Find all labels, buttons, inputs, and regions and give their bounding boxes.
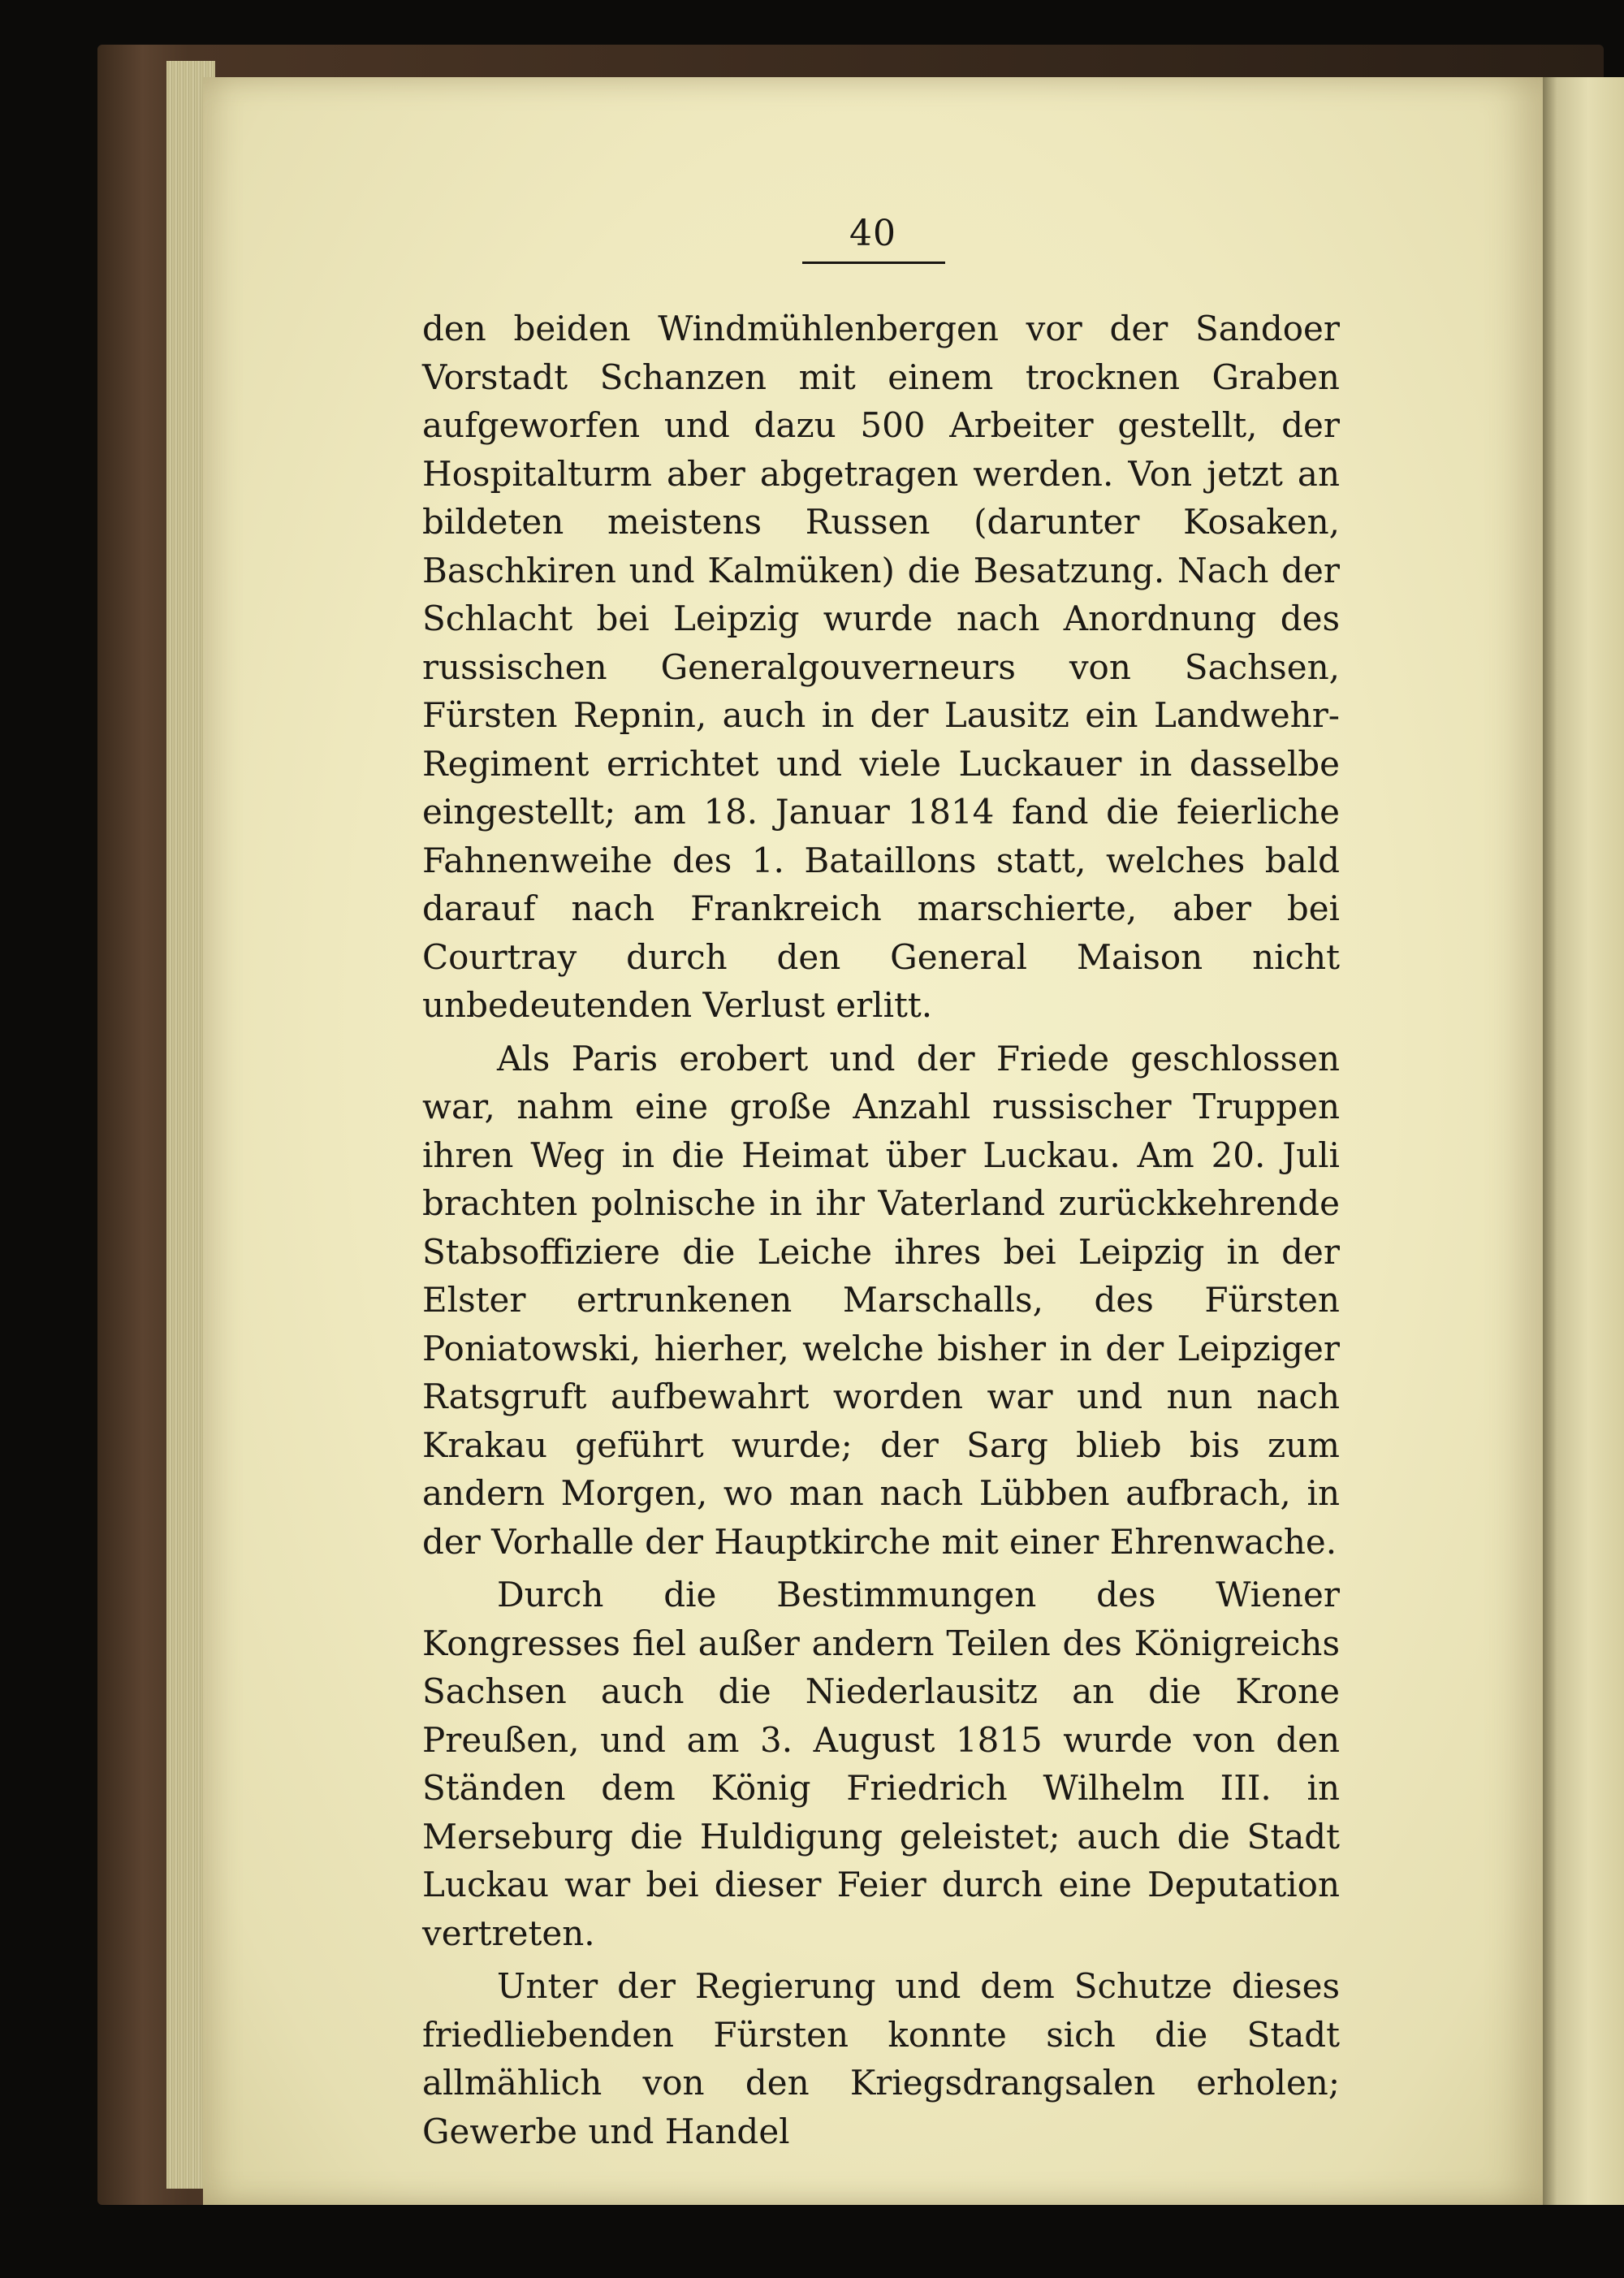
paragraph-2: Als Paris erobert und der Friede geschlossen war, nahm eine große Anzahl russischer Truppen ihren Weg in die Heimat über Luckau. Am 20. Juli brachten polnische in ihr Vaterland zurückkehrende Stabsoffiziere die Leiche ihres bei Leipzig in der Elster ertrunkenen Marschalls, des Fürsten Poniatowski, hierher, welche bisher in der Leipziger Ratsgruft aufbewahrt worden war und nun nach Krakau geführt wurde; der Sarg blieb bis zum andern Morgen, wo man nach Lübben aufbrach, in der Vorhalle der Hauptkirche mit einer Ehrenwache. <box>422 1038 1340 1562</box>
page-number: 40 <box>849 213 896 254</box>
paragraph-4: Unter der Regierung und dem Schutze dieses friedliebenden Fürsten konnte sich die Stadt allmählich von den Kriegsdrangsalen erholen; Gewerbe und Handel <box>422 1966 1340 2151</box>
page-body <box>422 305 1340 2155</box>
page-number-rule <box>802 262 945 264</box>
paragraph-1: den beiden Windmühlenbergen vor der Sandoer Vorstadt Schanzen mit einem trocknen Graben aufgeworfen und dazu 500 Arbeiter gestellt, der Hospitalturm aber abgetragen werden. Von jetzt an bildeten meistens Russen (darunter Kosaken, Baschkiren und Kalmüken) die Besatzung. Nach der Schlacht bei Leipzig wurde nach Anordnung des russischen Generalgouverneurs von Sachsen, Fürsten Repnin, auch in der Lausitz ein Landwehr-Regiment errichtet und viele Luckauer in dasselbe eingestellt; am 18. Januar 1814 fand die feierliche Fahnenweihe des 1. Bataillons statt, welches bald darauf nach Frankreich marschierte, aber bei Courtray durch den General Maison nicht unbedeutenden Verlust erlitt. <box>422 309 1340 1025</box>
facing-page-edge <box>1535 77 1624 2205</box>
paragraph-3: Durch die Bestimmungen des Wiener Kongresses fiel außer andern Teilen des Königreichs Sachsen auch die Niederlausitz an die Krone Preußen, und am 3. August 1815 wurde von den Ständen dem König Friedrich Wilhelm III. in Merseburg die Huldigung geleistet; auch die Stadt Luckau war bei dieser Feier durch eine Deputation vertreten. <box>422 1575 1340 1953</box>
